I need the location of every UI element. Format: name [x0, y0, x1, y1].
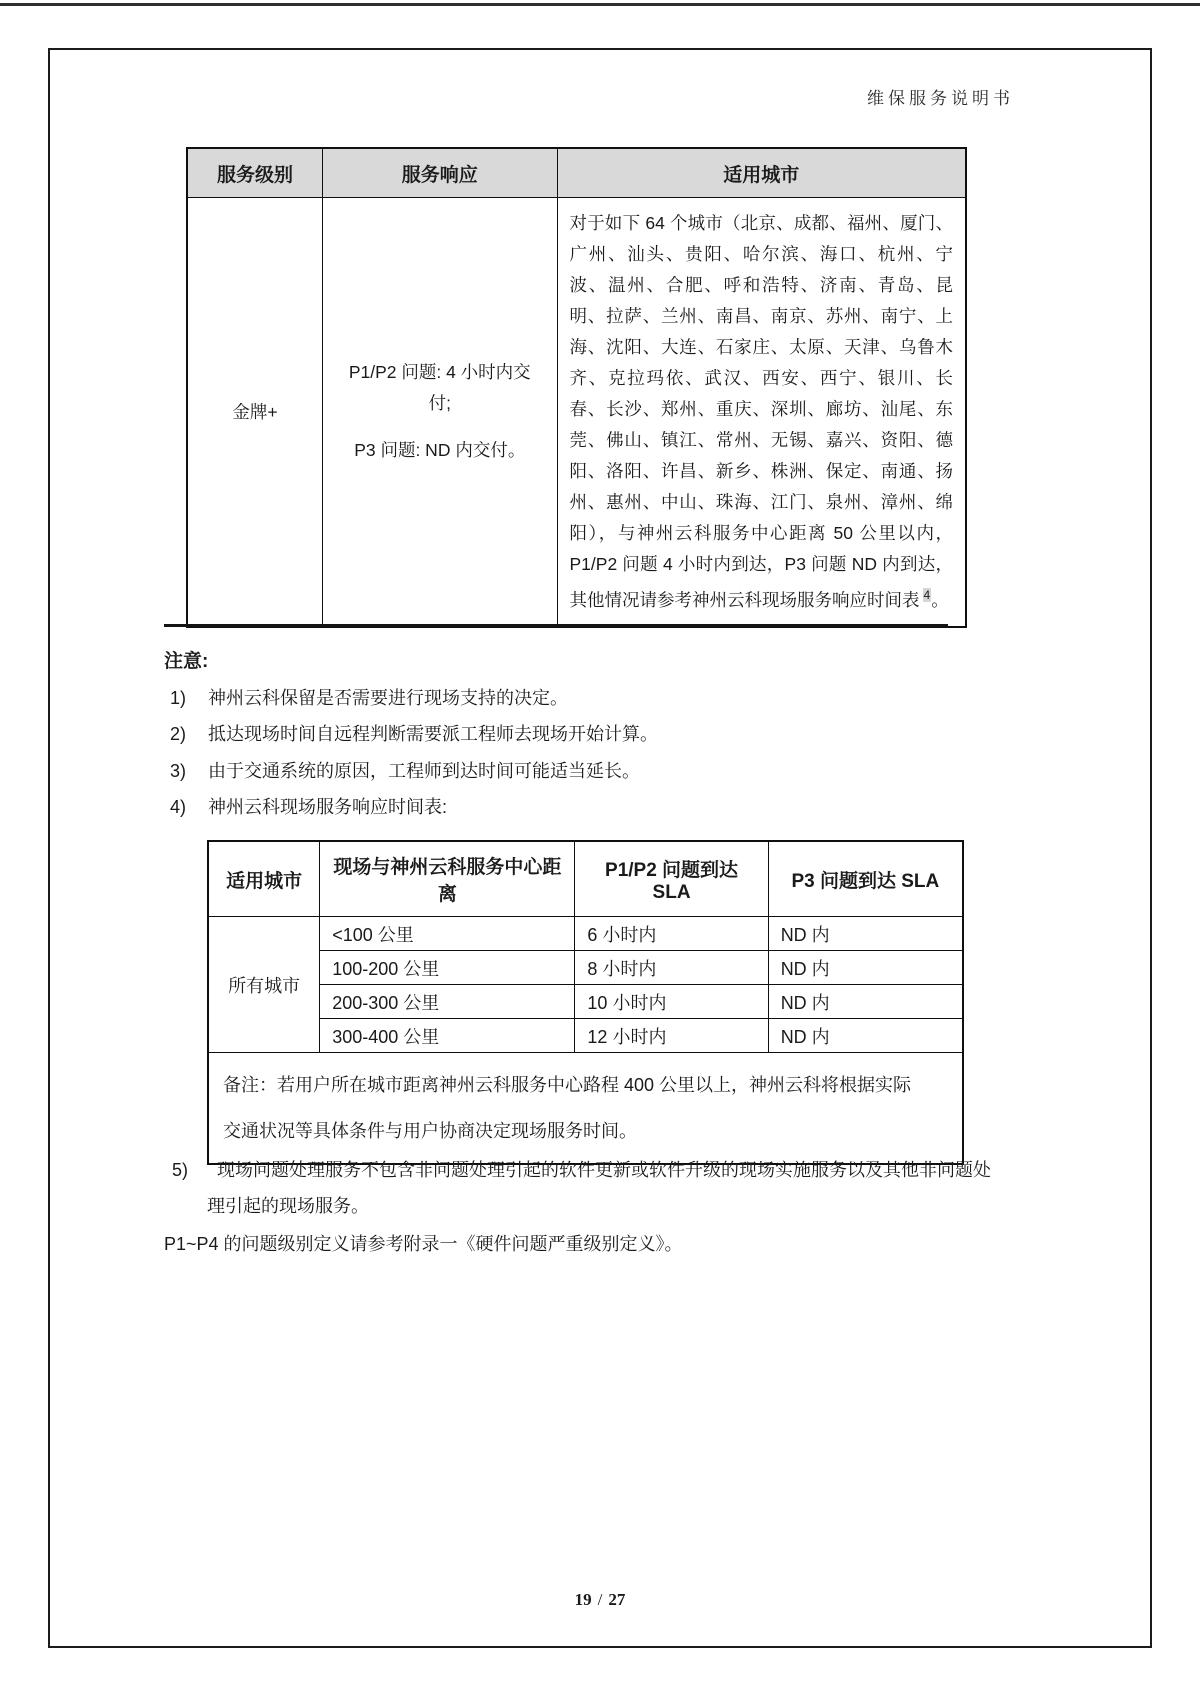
col-header-p12-sla: [575, 841, 768, 917]
list-item-text: 神州云科现场服务响应时间表:: [208, 797, 447, 817]
table-row: [208, 985, 963, 1019]
page-number-total: 27: [608, 1590, 626, 1609]
table-row: [208, 1053, 963, 1165]
p3-sla-cell: ND 内: [768, 951, 963, 985]
list-item-number: 3): [170, 761, 187, 781]
p12-sla-cell: 12 小时内: [575, 1019, 768, 1053]
p3-sla-cell: ND 内: [768, 985, 963, 1019]
col-header-p3-sla: P3 问题到达 SLA: [768, 841, 963, 917]
list-item: [172, 1152, 1007, 1224]
col-header-applicable-cities: 适用城市: [557, 148, 966, 198]
col-header-city-scope: 适用城市: [208, 841, 320, 917]
list-item-text: 由于交通系统的原因，工程师到达时间可能适当延长。: [208, 761, 640, 781]
distance-cell: 200-300 公里: [320, 985, 575, 1019]
table-row: [208, 1019, 963, 1053]
list-item-number: 2): [170, 724, 187, 744]
service-response-cell: [323, 198, 557, 627]
table-row: [208, 917, 963, 951]
page-number-current: 19: [574, 1590, 592, 1609]
col-header-service-response: 服务响应: [323, 148, 557, 198]
appendix-reference-text: P1~P4 的问题级别定义请参考附录一《硬件问题严重级别定义》。: [164, 1234, 683, 1254]
list-item: [170, 793, 447, 819]
section-divider-rule: [164, 624, 948, 627]
cities-text: 对于如下 64 个城市（北京、成都、福州、厦门、广州、汕头、贵阳、哈尔滨、海口、杭州、宁波、温州、合肥、呼和浩特、济南、青岛、昆明、拉萨、兰州、南昌、南京、苏州、南宁、上海、沈阳、大连、石家庄、太原、天津、乌鲁木齐、克拉玛依、武汉、西安、西宁、银川、长春、长沙、郑州、重庆、深圳、廊坊、汕尾、东莞、佛山、镇江、常州、无锡、嘉兴、资阳、德阳、洛阳、许昌、新乡、株洲、保定、南通、扬州、惠州、中山、珠海、江门、泉州、漳州、绵阳），与神州云科服务中心距离 50 公里以内，P1/P2 问题 4 小时内到达，P3 问题 ND 内到达，其他情况请参考神州云科现场服务响应时间表: [569, 213, 953, 610]
footnote-reference: 4: [923, 588, 931, 602]
col-header-p12-sla-text: P1/P2 问题到达 SLA: [605, 859, 739, 903]
col-header-distance: 现场与神州云科服务中心距离: [320, 841, 575, 917]
table-row: [208, 951, 963, 985]
cities-text-end: 。: [931, 589, 949, 610]
service-level-cell: 金牌+: [187, 198, 323, 627]
list-item-number: 4): [170, 797, 187, 817]
distance-cell: <100 公里: [320, 917, 575, 951]
p12-sla-cell: 10 小时内: [575, 985, 768, 1019]
response-line-p1p2: P1/P2 问题: 4 小时内交付;: [348, 362, 531, 414]
list-item-text: 抵达现场时间自远程判断需要派工程师去现场开始计算。: [208, 724, 658, 744]
scan-edge-line: [0, 3, 1200, 6]
service-table-header-row: [187, 148, 966, 198]
city-scope-cell: 所有城市: [208, 917, 320, 1053]
distance-cell: 300-400 公里: [320, 1019, 575, 1053]
p12-sla-cell: 8 小时内: [575, 951, 768, 985]
service-level-table: [186, 147, 967, 628]
p3-sla-cell: ND 内: [768, 917, 963, 951]
p12-sla-cell: 6 小时内: [575, 917, 768, 951]
response-line-p3: P3 问题: ND 内交付。: [354, 440, 526, 461]
remark-cell: 备注：若用户所在城市距离神州云科服务中心路程 400 公里以上，神州云科将根据实际交通状况等具体条件与用户协商决定现场服务时间。: [208, 1053, 963, 1165]
sla-table-header-row: [208, 841, 963, 917]
sla-response-table: [207, 840, 964, 1165]
list-item-number: 1): [170, 688, 187, 708]
p3-sla-cell: ND 内: [768, 1019, 963, 1053]
document-header-title: 维保服务说明书: [867, 89, 1014, 108]
distance-cell: 100-200 公里: [320, 951, 575, 985]
table-row: [187, 198, 966, 627]
list-item: [170, 684, 568, 710]
list-item: [170, 757, 640, 783]
page-border: [48, 48, 1152, 1648]
list-item-text: 现场问题处理服务不包含非问题处理引起的软件更新或软件升级的现场实施服务以及其他非问题处理引起的现场服务。: [207, 1160, 991, 1216]
list-item-text: 神州云科保留是否需要进行现场支持的决定。: [208, 688, 568, 708]
page-number: [50, 1590, 1150, 1610]
col-header-service-level: 服务级别: [187, 148, 323, 198]
page-number-separator: /: [597, 1590, 603, 1609]
list-item: [170, 720, 658, 746]
notice-title: 注意:: [164, 651, 209, 672]
applicable-cities-cell: [557, 198, 966, 627]
list-item-number: 5): [172, 1160, 189, 1180]
